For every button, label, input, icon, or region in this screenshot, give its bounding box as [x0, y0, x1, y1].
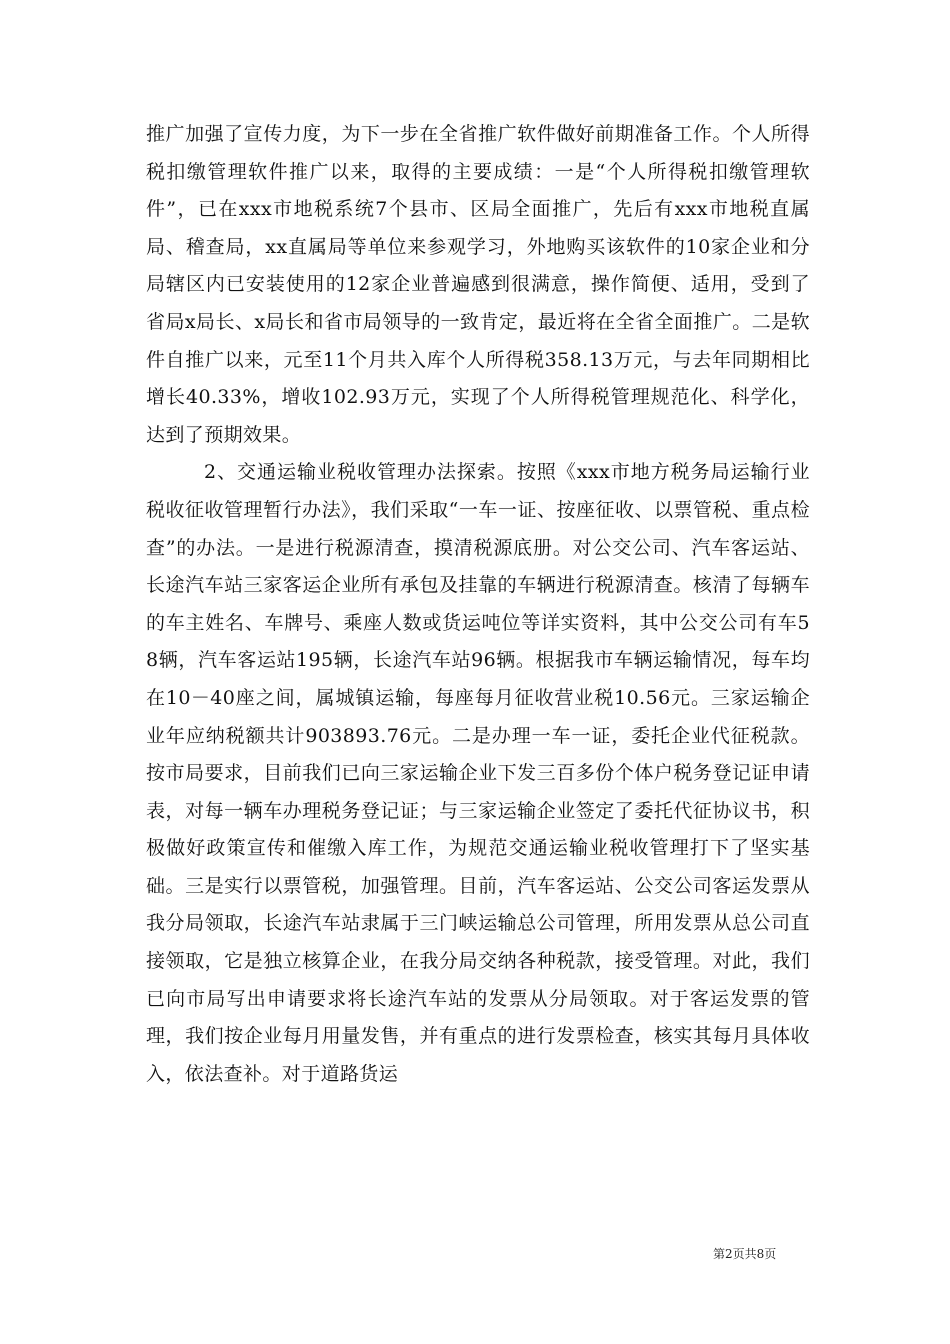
paragraph-2: 2、交通运输业税收管理办法探索。按照《xxx市地方税务局运输行业税收征收管理暂行办法》，我们采取“一车一证、按座征收、以票管税、重点检查”的办法。一是进行税源清查，摸清税源底册。对公交公司、汽车客运站、长途汽车站三家客运企业所有承包及挂靠的车辆进行税源清查。核清了每辆车的车主姓名、车牌号、乘座人数或货运吨位等详实资料，其中公交公司有车58辆，汽车客运站195辆，长途汽车站96辆。根据我市车辆运输情况，每车均在10－40座之间，属城镇运输，每座每月征收营业税10.56元。三家运输企业年应纳税额共计903893.76元。二是办理一车一证，委托企业代征税款。按市局要求，目前我们已向三家运输企业下发三百多份个体户税务登记证申请表，对每一辆车办理税务登记证；与三家运输企业签定了委托代征协议书，积极做好政策宣传和催缴入库工作，为规范交通运输业税收管理打下了坚实基础。三是实行以票管税，加强管理。目前，汽车客运站、公交公司客运发票从我分局领取，长途汽车站隶属于三门峡运输总公司管理，所用发票从总公司直接领取，它是独立核算企业，在我分局交纳各种税款，接受管理。对此，我们已向市局写出申请要求将长途汽车站的发票从分局领取。对于客运发票的管理，我们按企业每月用量发售，并有重点的进行发票检查，核实其每月具体收入，依法查补。对于道路货运 [146, 461, 810, 1085]
page-number: 第2页共8页 [713, 1247, 777, 1261]
document-body [146, 116, 810, 1093]
paragraph-1: 推广加强了宣传力度，为下一步在全省推广软件做好前期准备工作。个人所得税扣缴管理软件推广以来，取得的主要成绩：一是“个人所得税扣缴管理软件”，已在xxx市地税系统7个县市、区局全面推广，先后有xxx市地税直属局、稽查局，xx直属局等单位来参观学习，外地购买该软件的10家企业和分局辖区内已安装使用的12家企业普遍感到很满意，操作简便、适用，受到了省局x局长、x局长和省市局领导的一致肯定，最近将在全省全面推广。二是软件自推广以来，元至11个月共入库个人所得税358.13万元，与去年同期相比增长40.33%，增收102.93万元，实现了个人所得税管理规范化、科学化，达到了预期效果。 [146, 123, 810, 446]
